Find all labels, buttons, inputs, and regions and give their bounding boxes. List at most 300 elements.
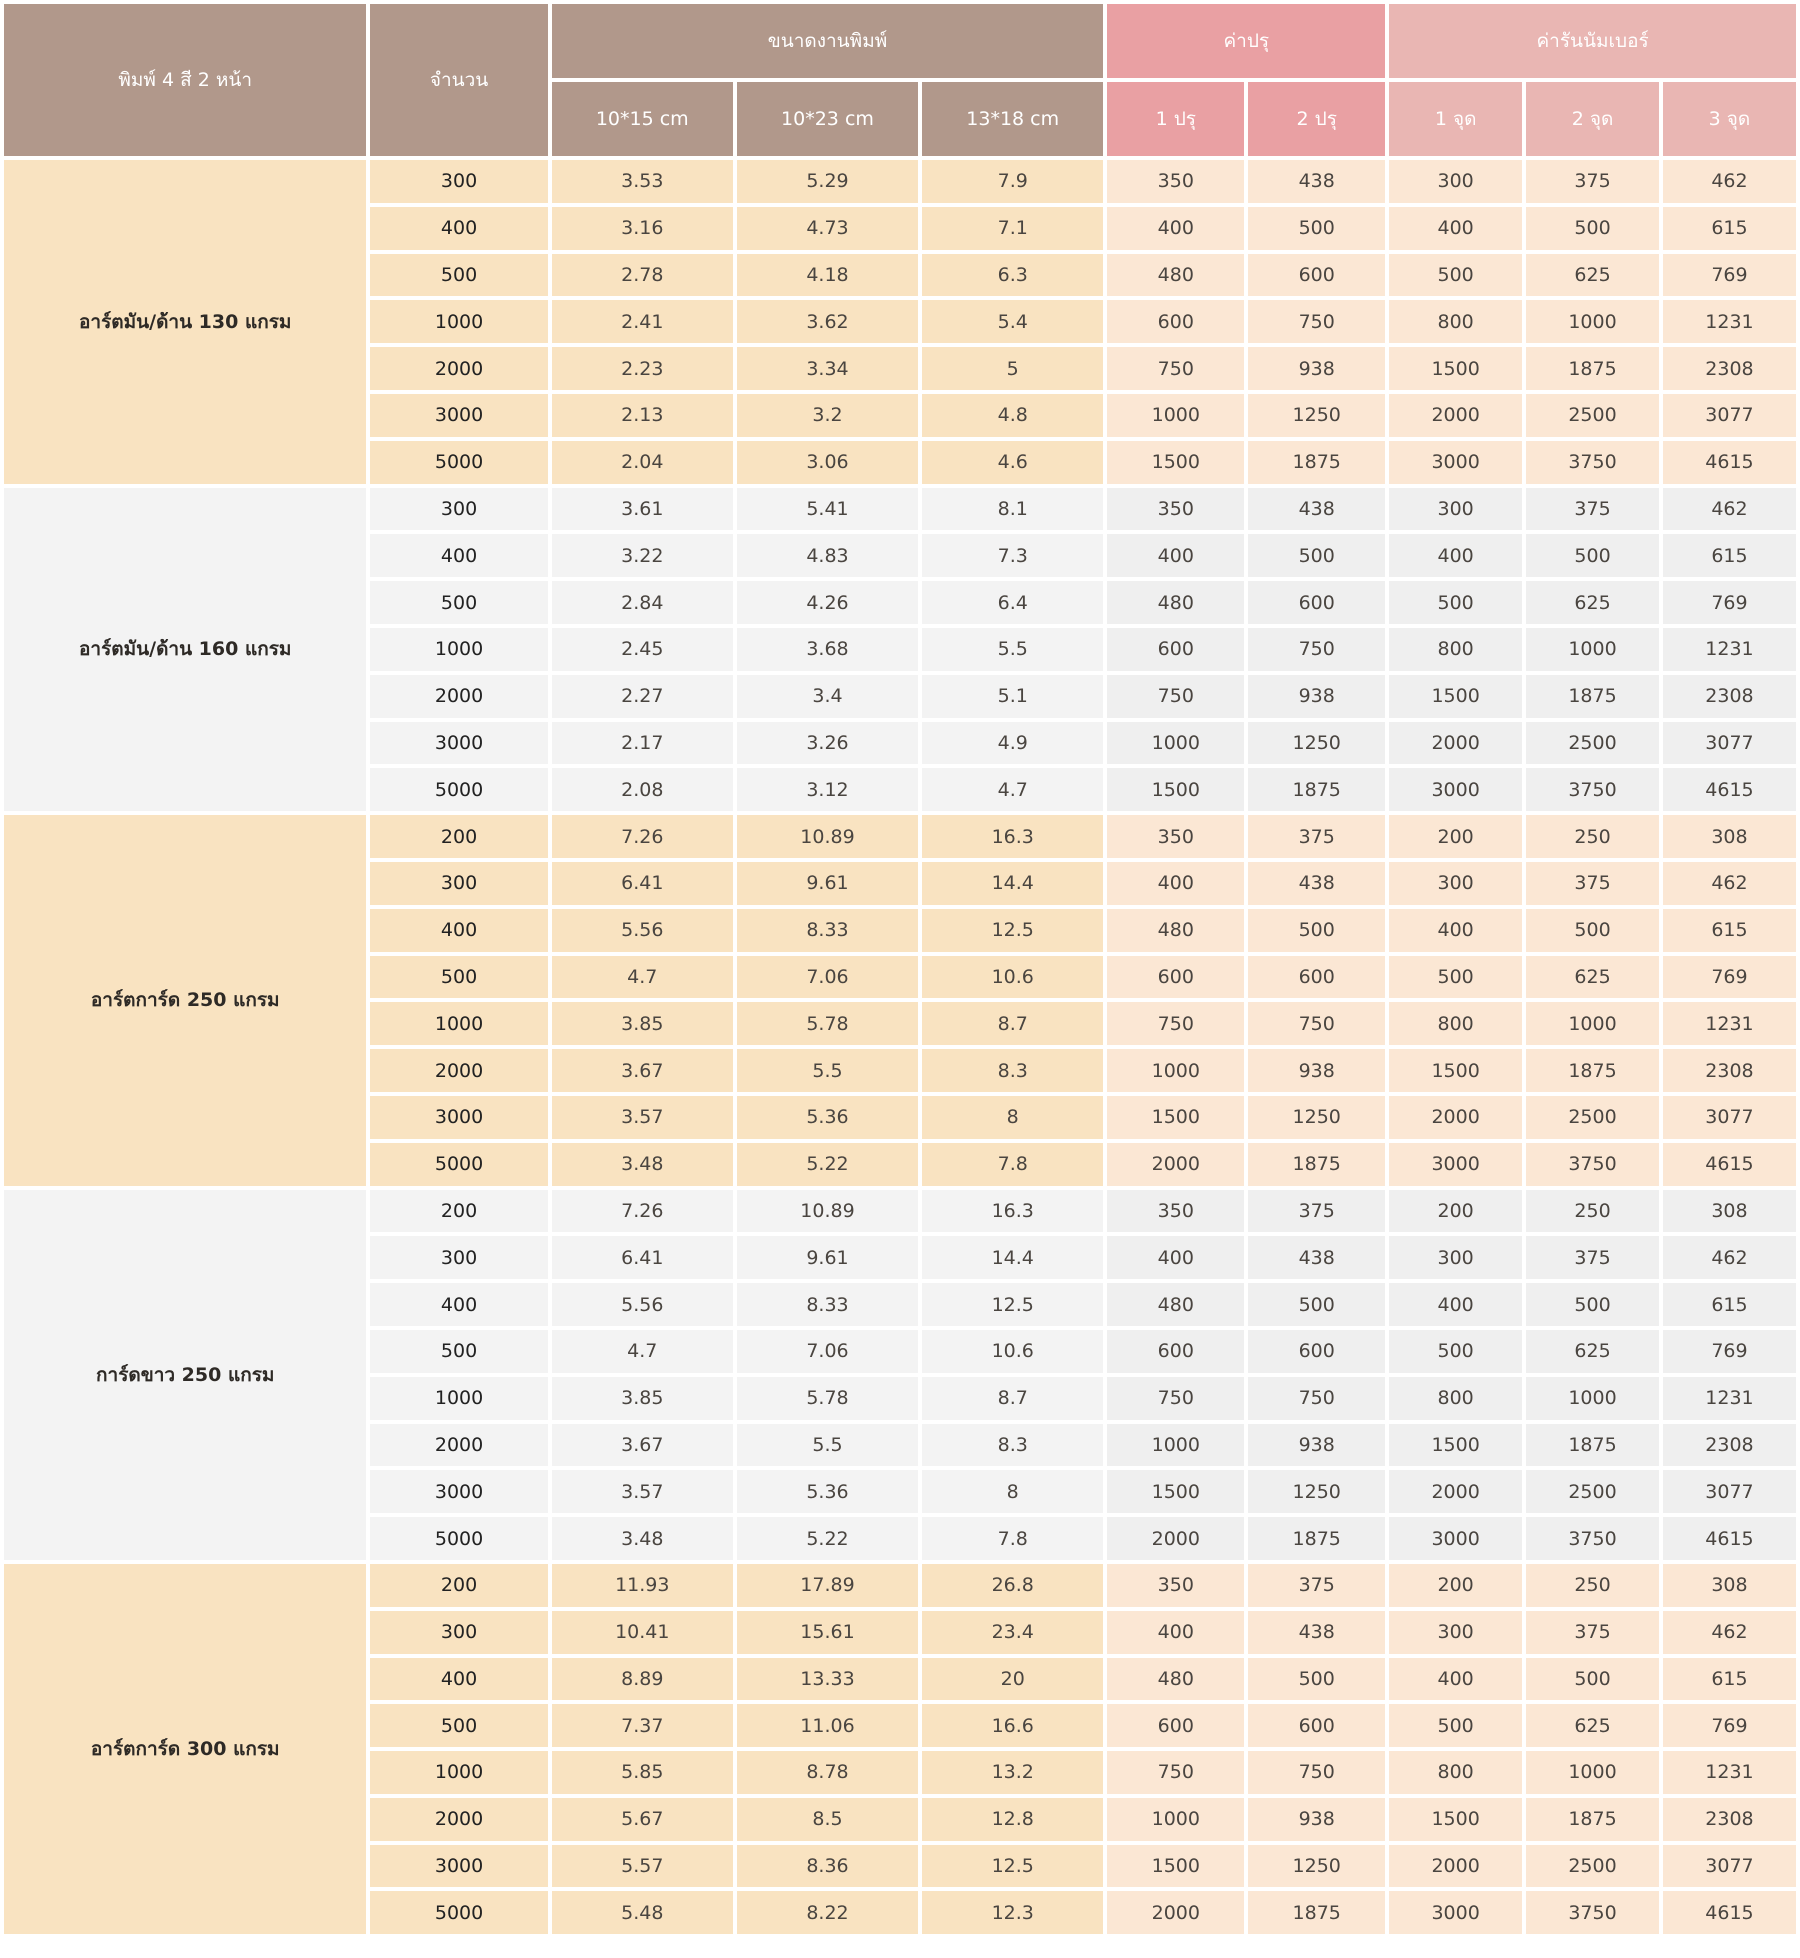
price-cell: 1875 [1248, 441, 1385, 484]
price-cell: 8.7 [922, 1002, 1103, 1045]
price-cell: 800 [1389, 1751, 1522, 1794]
price-cell: 480 [1107, 254, 1244, 297]
price-cell: 3750 [1526, 441, 1659, 484]
price-cell: 13.33 [737, 1658, 918, 1701]
price-cell: 1875 [1526, 1049, 1659, 1092]
price-cell: 5.4 [922, 300, 1103, 343]
price-cell: 2000 [1389, 1845, 1522, 1888]
price-cell: 2500 [1526, 1845, 1659, 1888]
price-cell: 1875 [1526, 675, 1659, 718]
quantity-cell: 500 [370, 581, 547, 624]
price-cell: 3.85 [552, 1002, 733, 1045]
price-cell: 5.78 [737, 1377, 918, 1420]
quantity-cell: 5000 [370, 1143, 547, 1186]
price-cell: 500 [1248, 1283, 1385, 1326]
quantity-cell: 2000 [370, 1424, 547, 1467]
price-cell: 8.78 [737, 1751, 918, 1794]
price-cell: 2.78 [552, 254, 733, 297]
price-cell: 8.3 [922, 1049, 1103, 1092]
quantity-cell: 300 [370, 160, 547, 203]
table-row [4, 488, 1796, 531]
price-cell: 250 [1526, 1564, 1659, 1607]
price-cell: 769 [1663, 254, 1796, 297]
quantity-cell: 1000 [370, 1002, 547, 1045]
price-cell: 1000 [1526, 628, 1659, 671]
header-quantity: จำนวน [370, 4, 547, 156]
price-cell: 4.9 [922, 722, 1103, 765]
price-cell: 1875 [1248, 768, 1385, 811]
price-cell: 5.78 [737, 1002, 918, 1045]
price-cell: 2308 [1663, 1798, 1796, 1841]
price-cell: 300 [1389, 1236, 1522, 1279]
price-cell: 10.6 [922, 1330, 1103, 1373]
price-cell: 9.61 [737, 1236, 918, 1279]
quantity-cell: 2000 [370, 1049, 547, 1092]
price-cell: 400 [1107, 1236, 1244, 1279]
price-cell: 4.73 [737, 207, 918, 250]
price-cell: 15.61 [737, 1611, 918, 1654]
header-emboss-1: 1 ปรุ [1107, 82, 1244, 156]
quantity-cell: 200 [370, 1564, 547, 1607]
price-cell: 8.89 [552, 1658, 733, 1701]
price-cell: 350 [1107, 488, 1244, 531]
price-cell: 2.13 [552, 394, 733, 437]
price-cell: 1875 [1248, 1517, 1385, 1560]
quantity-cell: 2000 [370, 1798, 547, 1841]
quantity-cell: 3000 [370, 394, 547, 437]
header-size-3: 13*18 cm [922, 82, 1103, 156]
price-cell: 600 [1248, 581, 1385, 624]
price-cell: 400 [1107, 1611, 1244, 1654]
price-cell: 250 [1526, 1190, 1659, 1233]
price-cell: 500 [1526, 534, 1659, 577]
price-cell: 400 [1389, 1283, 1522, 1326]
header-number-group: ค่ารันนัมเบอร์ [1389, 4, 1796, 78]
price-cell: 5.48 [552, 1891, 733, 1934]
price-cell: 2000 [1389, 1470, 1522, 1513]
price-cell: 1250 [1248, 722, 1385, 765]
price-cell: 375 [1526, 1611, 1659, 1654]
price-cell: 4.7 [552, 956, 733, 999]
price-cell: 200 [1389, 1564, 1522, 1607]
price-cell: 7.9 [922, 160, 1103, 203]
price-cell: 5.36 [737, 1470, 918, 1513]
price-cell: 500 [1248, 909, 1385, 952]
price-cell: 3.53 [552, 160, 733, 203]
price-cell: 10.89 [737, 815, 918, 858]
price-cell: 14.4 [922, 1236, 1103, 1279]
price-cell: 3.48 [552, 1143, 733, 1186]
price-cell: 3.34 [737, 347, 918, 390]
price-cell: 2500 [1526, 1096, 1659, 1139]
price-cell: 13.2 [922, 1751, 1103, 1794]
price-cell: 462 [1663, 862, 1796, 905]
price-cell: 4615 [1663, 1517, 1796, 1560]
price-cell: 20 [922, 1658, 1103, 1701]
price-cell: 8.5 [737, 1798, 918, 1841]
price-cell: 3750 [1526, 768, 1659, 811]
quantity-cell: 400 [370, 207, 547, 250]
price-cell: 769 [1663, 1704, 1796, 1747]
price-cell: 1500 [1389, 347, 1522, 390]
header-size-1: 10*15 cm [552, 82, 733, 156]
price-cell: 615 [1663, 534, 1796, 577]
price-cell: 438 [1248, 862, 1385, 905]
price-cell: 500 [1526, 1283, 1659, 1326]
price-cell: 4.18 [737, 254, 918, 297]
price-cell: 4615 [1663, 1143, 1796, 1186]
price-cell: 600 [1248, 254, 1385, 297]
price-cell: 800 [1389, 1002, 1522, 1045]
price-cell: 1000 [1526, 1002, 1659, 1045]
price-cell: 3077 [1663, 1096, 1796, 1139]
quantity-cell: 1000 [370, 1377, 547, 1420]
price-cell: 16.3 [922, 815, 1103, 858]
price-cell: 500 [1526, 909, 1659, 952]
price-cell: 438 [1248, 1236, 1385, 1279]
price-cell: 200 [1389, 1190, 1522, 1233]
header-emboss-group: ค่าปรุ [1107, 4, 1385, 78]
price-cell: 1231 [1663, 300, 1796, 343]
price-cell: 300 [1389, 160, 1522, 203]
price-cell: 1875 [1248, 1891, 1385, 1934]
price-cell: 4.8 [922, 394, 1103, 437]
price-cell: 1000 [1107, 1424, 1244, 1467]
price-cell: 7.06 [737, 1330, 918, 1373]
price-cell: 2.45 [552, 628, 733, 671]
header-emboss-2: 2 ปรุ [1248, 82, 1385, 156]
price-cell: 1500 [1107, 768, 1244, 811]
price-cell: 938 [1248, 1798, 1385, 1841]
price-cell: 23.4 [922, 1611, 1103, 1654]
price-cell: 3.85 [552, 1377, 733, 1420]
price-cell: 375 [1248, 1190, 1385, 1233]
price-cell: 3.57 [552, 1470, 733, 1513]
price-cell: 12.5 [922, 1845, 1103, 1888]
price-cell: 3.12 [737, 768, 918, 811]
price-cell: 2.08 [552, 768, 733, 811]
price-cell: 600 [1107, 956, 1244, 999]
price-cell: 308 [1663, 1190, 1796, 1233]
price-cell: 438 [1248, 488, 1385, 531]
price-cell: 462 [1663, 160, 1796, 203]
price-cell: 375 [1526, 488, 1659, 531]
price-cell: 480 [1107, 1658, 1244, 1701]
price-cell: 3000 [1389, 768, 1522, 811]
price-cell: 7.1 [922, 207, 1103, 250]
quantity-cell: 1000 [370, 628, 547, 671]
price-cell: 750 [1248, 1002, 1385, 1045]
quantity-cell: 1000 [370, 1751, 547, 1794]
price-cell: 2500 [1526, 1470, 1659, 1513]
price-cell: 1500 [1107, 441, 1244, 484]
price-cell: 5.67 [552, 1798, 733, 1841]
price-cell: 1500 [1107, 1845, 1244, 1888]
price-cell: 4615 [1663, 768, 1796, 811]
price-cell: 500 [1526, 1658, 1659, 1701]
price-cell: 1000 [1526, 1377, 1659, 1420]
quantity-cell: 500 [370, 956, 547, 999]
price-cell: 3077 [1663, 1470, 1796, 1513]
price-cell: 2000 [1107, 1517, 1244, 1560]
price-cell: 625 [1526, 581, 1659, 624]
price-cell: 1000 [1107, 1798, 1244, 1841]
price-cell: 10.6 [922, 956, 1103, 999]
price-cell: 11.06 [737, 1704, 918, 1747]
price-cell: 4.6 [922, 441, 1103, 484]
price-cell: 500 [1526, 207, 1659, 250]
price-cell: 2308 [1663, 675, 1796, 718]
price-cell: 3000 [1389, 1891, 1522, 1934]
price-cell: 6.41 [552, 1236, 733, 1279]
quantity-cell: 3000 [370, 1470, 547, 1513]
price-cell: 2500 [1526, 394, 1659, 437]
price-cell: 3077 [1663, 722, 1796, 765]
price-cell: 625 [1526, 254, 1659, 297]
price-cell: 8.33 [737, 909, 918, 952]
price-cell: 375 [1526, 1236, 1659, 1279]
price-cell: 11.93 [552, 1564, 733, 1607]
price-cell: 3.4 [737, 675, 918, 718]
price-table-body [4, 160, 1796, 1934]
price-cell: 438 [1248, 1611, 1385, 1654]
quantity-cell: 3000 [370, 722, 547, 765]
price-cell: 500 [1389, 254, 1522, 297]
price-cell: 615 [1663, 1283, 1796, 1326]
price-cell: 2000 [1389, 1096, 1522, 1139]
price-cell: 3.2 [737, 394, 918, 437]
price-cell: 8.36 [737, 1845, 918, 1888]
price-cell: 2.17 [552, 722, 733, 765]
price-cell: 800 [1389, 300, 1522, 343]
price-cell: 750 [1107, 1751, 1244, 1794]
price-cell: 480 [1107, 581, 1244, 624]
quantity-cell: 400 [370, 534, 547, 577]
price-cell: 375 [1248, 815, 1385, 858]
paper-type-cell: อาร์ตมัน/ด้าน 160 แกรม [4, 488, 366, 812]
price-cell: 7.3 [922, 534, 1103, 577]
price-cell: 5.57 [552, 1845, 733, 1888]
price-cell: 12.5 [922, 909, 1103, 952]
price-cell: 3.62 [737, 300, 918, 343]
price-cell: 600 [1107, 628, 1244, 671]
quantity-cell: 5000 [370, 1891, 547, 1934]
price-cell: 4615 [1663, 441, 1796, 484]
price-cell: 462 [1663, 488, 1796, 531]
price-cell: 2.23 [552, 347, 733, 390]
price-cell: 2.04 [552, 441, 733, 484]
price-cell: 750 [1107, 1002, 1244, 1045]
price-cell: 14.4 [922, 862, 1103, 905]
price-cell: 938 [1248, 675, 1385, 718]
price-cell: 400 [1389, 534, 1522, 577]
price-cell: 26.8 [922, 1564, 1103, 1607]
quantity-cell: 200 [370, 1190, 547, 1233]
price-cell: 5.56 [552, 909, 733, 952]
price-cell: 750 [1248, 628, 1385, 671]
price-cell: 3.67 [552, 1049, 733, 1092]
price-cell: 375 [1526, 862, 1659, 905]
table-row [4, 160, 1796, 203]
price-cell: 8.22 [737, 1891, 918, 1934]
price-cell: 7.8 [922, 1517, 1103, 1560]
price-cell: 350 [1107, 1564, 1244, 1607]
header-number-2: 2 จุด [1526, 82, 1659, 156]
price-cell: 3077 [1663, 394, 1796, 437]
price-cell: 1500 [1389, 1049, 1522, 1092]
price-cell: 16.3 [922, 1190, 1103, 1233]
price-cell: 2308 [1663, 1424, 1796, 1467]
price-cell: 600 [1248, 956, 1385, 999]
price-cell: 1500 [1107, 1470, 1244, 1513]
price-cell: 3077 [1663, 1845, 1796, 1888]
price-cell: 750 [1107, 1377, 1244, 1420]
price-cell: 7.8 [922, 1143, 1103, 1186]
price-cell: 8 [922, 1470, 1103, 1513]
paper-type-cell: อาร์ตมัน/ด้าน 130 แกรม [4, 160, 366, 484]
price-cell: 800 [1389, 1377, 1522, 1420]
price-cell: 4.83 [737, 534, 918, 577]
quantity-cell: 400 [370, 909, 547, 952]
price-cell: 3.22 [552, 534, 733, 577]
price-cell: 1875 [1248, 1143, 1385, 1186]
quantity-cell: 500 [370, 254, 547, 297]
price-cell: 750 [1248, 1751, 1385, 1794]
price-cell: 2.41 [552, 300, 733, 343]
price-cell: 600 [1107, 1330, 1244, 1373]
price-cell: 1500 [1389, 675, 1522, 718]
price-cell: 3.26 [737, 722, 918, 765]
price-cell: 1231 [1663, 1751, 1796, 1794]
price-cell: 615 [1663, 1658, 1796, 1701]
price-cell: 250 [1526, 815, 1659, 858]
price-cell: 600 [1107, 300, 1244, 343]
price-cell: 3.57 [552, 1096, 733, 1139]
price-cell: 1000 [1107, 722, 1244, 765]
price-cell: 625 [1526, 1704, 1659, 1747]
price-cell: 7.26 [552, 1190, 733, 1233]
price-cell: 750 [1248, 1377, 1385, 1420]
price-cell: 1231 [1663, 1377, 1796, 1420]
price-cell: 750 [1107, 347, 1244, 390]
price-cell: 600 [1248, 1704, 1385, 1747]
header-print-type: พิมพ์ 4 สี 2 หน้า [4, 4, 366, 156]
price-cell: 5.56 [552, 1283, 733, 1326]
price-cell: 600 [1248, 1330, 1385, 1373]
price-cell: 938 [1248, 347, 1385, 390]
price-cell: 625 [1526, 1330, 1659, 1373]
price-cell: 3000 [1389, 1143, 1522, 1186]
price-cell: 769 [1663, 1330, 1796, 1373]
price-cell: 750 [1248, 300, 1385, 343]
price-cell: 3.48 [552, 1517, 733, 1560]
header-size-group: ขนาดงานพิมพ์ [552, 4, 1104, 78]
price-cell: 17.89 [737, 1564, 918, 1607]
quantity-cell: 300 [370, 488, 547, 531]
price-cell: 400 [1389, 207, 1522, 250]
price-cell: 3.06 [737, 441, 918, 484]
price-cell: 300 [1389, 1611, 1522, 1654]
price-cell: 4.26 [737, 581, 918, 624]
price-cell: 500 [1248, 534, 1385, 577]
price-cell: 8.33 [737, 1283, 918, 1326]
price-cell: 3750 [1526, 1517, 1659, 1560]
price-cell: 400 [1107, 534, 1244, 577]
price-cell: 12.5 [922, 1283, 1103, 1326]
price-cell: 1250 [1248, 1845, 1385, 1888]
paper-type-cell: การ์ดขาว 250 แกรม [4, 1190, 366, 1560]
price-cell: 10.41 [552, 1611, 733, 1654]
quantity-cell: 2000 [370, 347, 547, 390]
price-cell: 1500 [1389, 1798, 1522, 1841]
price-cell: 375 [1248, 1564, 1385, 1607]
price-cell: 615 [1663, 909, 1796, 952]
price-cell: 1500 [1107, 1096, 1244, 1139]
price-cell: 350 [1107, 1190, 1244, 1233]
price-cell: 2308 [1663, 347, 1796, 390]
price-cell: 2.84 [552, 581, 733, 624]
quantity-cell: 5000 [370, 768, 547, 811]
price-cell: 12.8 [922, 1798, 1103, 1841]
price-cell: 3750 [1526, 1143, 1659, 1186]
price-cell: 375 [1526, 160, 1659, 203]
price-cell: 5.29 [737, 160, 918, 203]
price-cell: 1500 [1389, 1424, 1522, 1467]
price-cell: 3.61 [552, 488, 733, 531]
quantity-cell: 1000 [370, 300, 547, 343]
price-cell: 1000 [1107, 394, 1244, 437]
quantity-cell: 300 [370, 862, 547, 905]
price-cell: 8.3 [922, 1424, 1103, 1467]
price-cell: 800 [1389, 628, 1522, 671]
price-cell: 480 [1107, 909, 1244, 952]
price-cell: 400 [1389, 1658, 1522, 1701]
table-row [4, 815, 1796, 858]
price-cell: 400 [1107, 862, 1244, 905]
price-cell: 400 [1107, 207, 1244, 250]
price-cell: 4.7 [922, 768, 1103, 811]
price-cell: 1231 [1663, 1002, 1796, 1045]
price-cell: 938 [1248, 1424, 1385, 1467]
price-cell: 5.36 [737, 1096, 918, 1139]
price-cell: 8 [922, 1096, 1103, 1139]
price-cell: 1875 [1526, 1424, 1659, 1467]
price-cell: 10.89 [737, 1190, 918, 1233]
price-cell: 8.1 [922, 488, 1103, 531]
price-cell: 500 [1389, 581, 1522, 624]
price-cell: 462 [1663, 1611, 1796, 1654]
price-cell: 480 [1107, 1283, 1244, 1326]
price-cell: 300 [1389, 862, 1522, 905]
price-cell: 2500 [1526, 722, 1659, 765]
price-cell: 2.27 [552, 675, 733, 718]
quantity-cell: 5000 [370, 1517, 547, 1560]
price-cell: 5.5 [737, 1424, 918, 1467]
price-cell: 1231 [1663, 628, 1796, 671]
table-row [4, 1190, 1796, 1233]
price-cell: 300 [1389, 488, 1522, 531]
price-cell: 438 [1248, 160, 1385, 203]
price-cell: 400 [1389, 909, 1522, 952]
price-cell: 9.61 [737, 862, 918, 905]
price-cell: 350 [1107, 815, 1244, 858]
header-number-1: 1 จุด [1389, 82, 1522, 156]
quantity-cell: 5000 [370, 441, 547, 484]
quantity-cell: 200 [370, 815, 547, 858]
price-cell: 308 [1663, 815, 1796, 858]
price-cell: 3000 [1389, 1517, 1522, 1560]
price-cell: 5.22 [737, 1517, 918, 1560]
